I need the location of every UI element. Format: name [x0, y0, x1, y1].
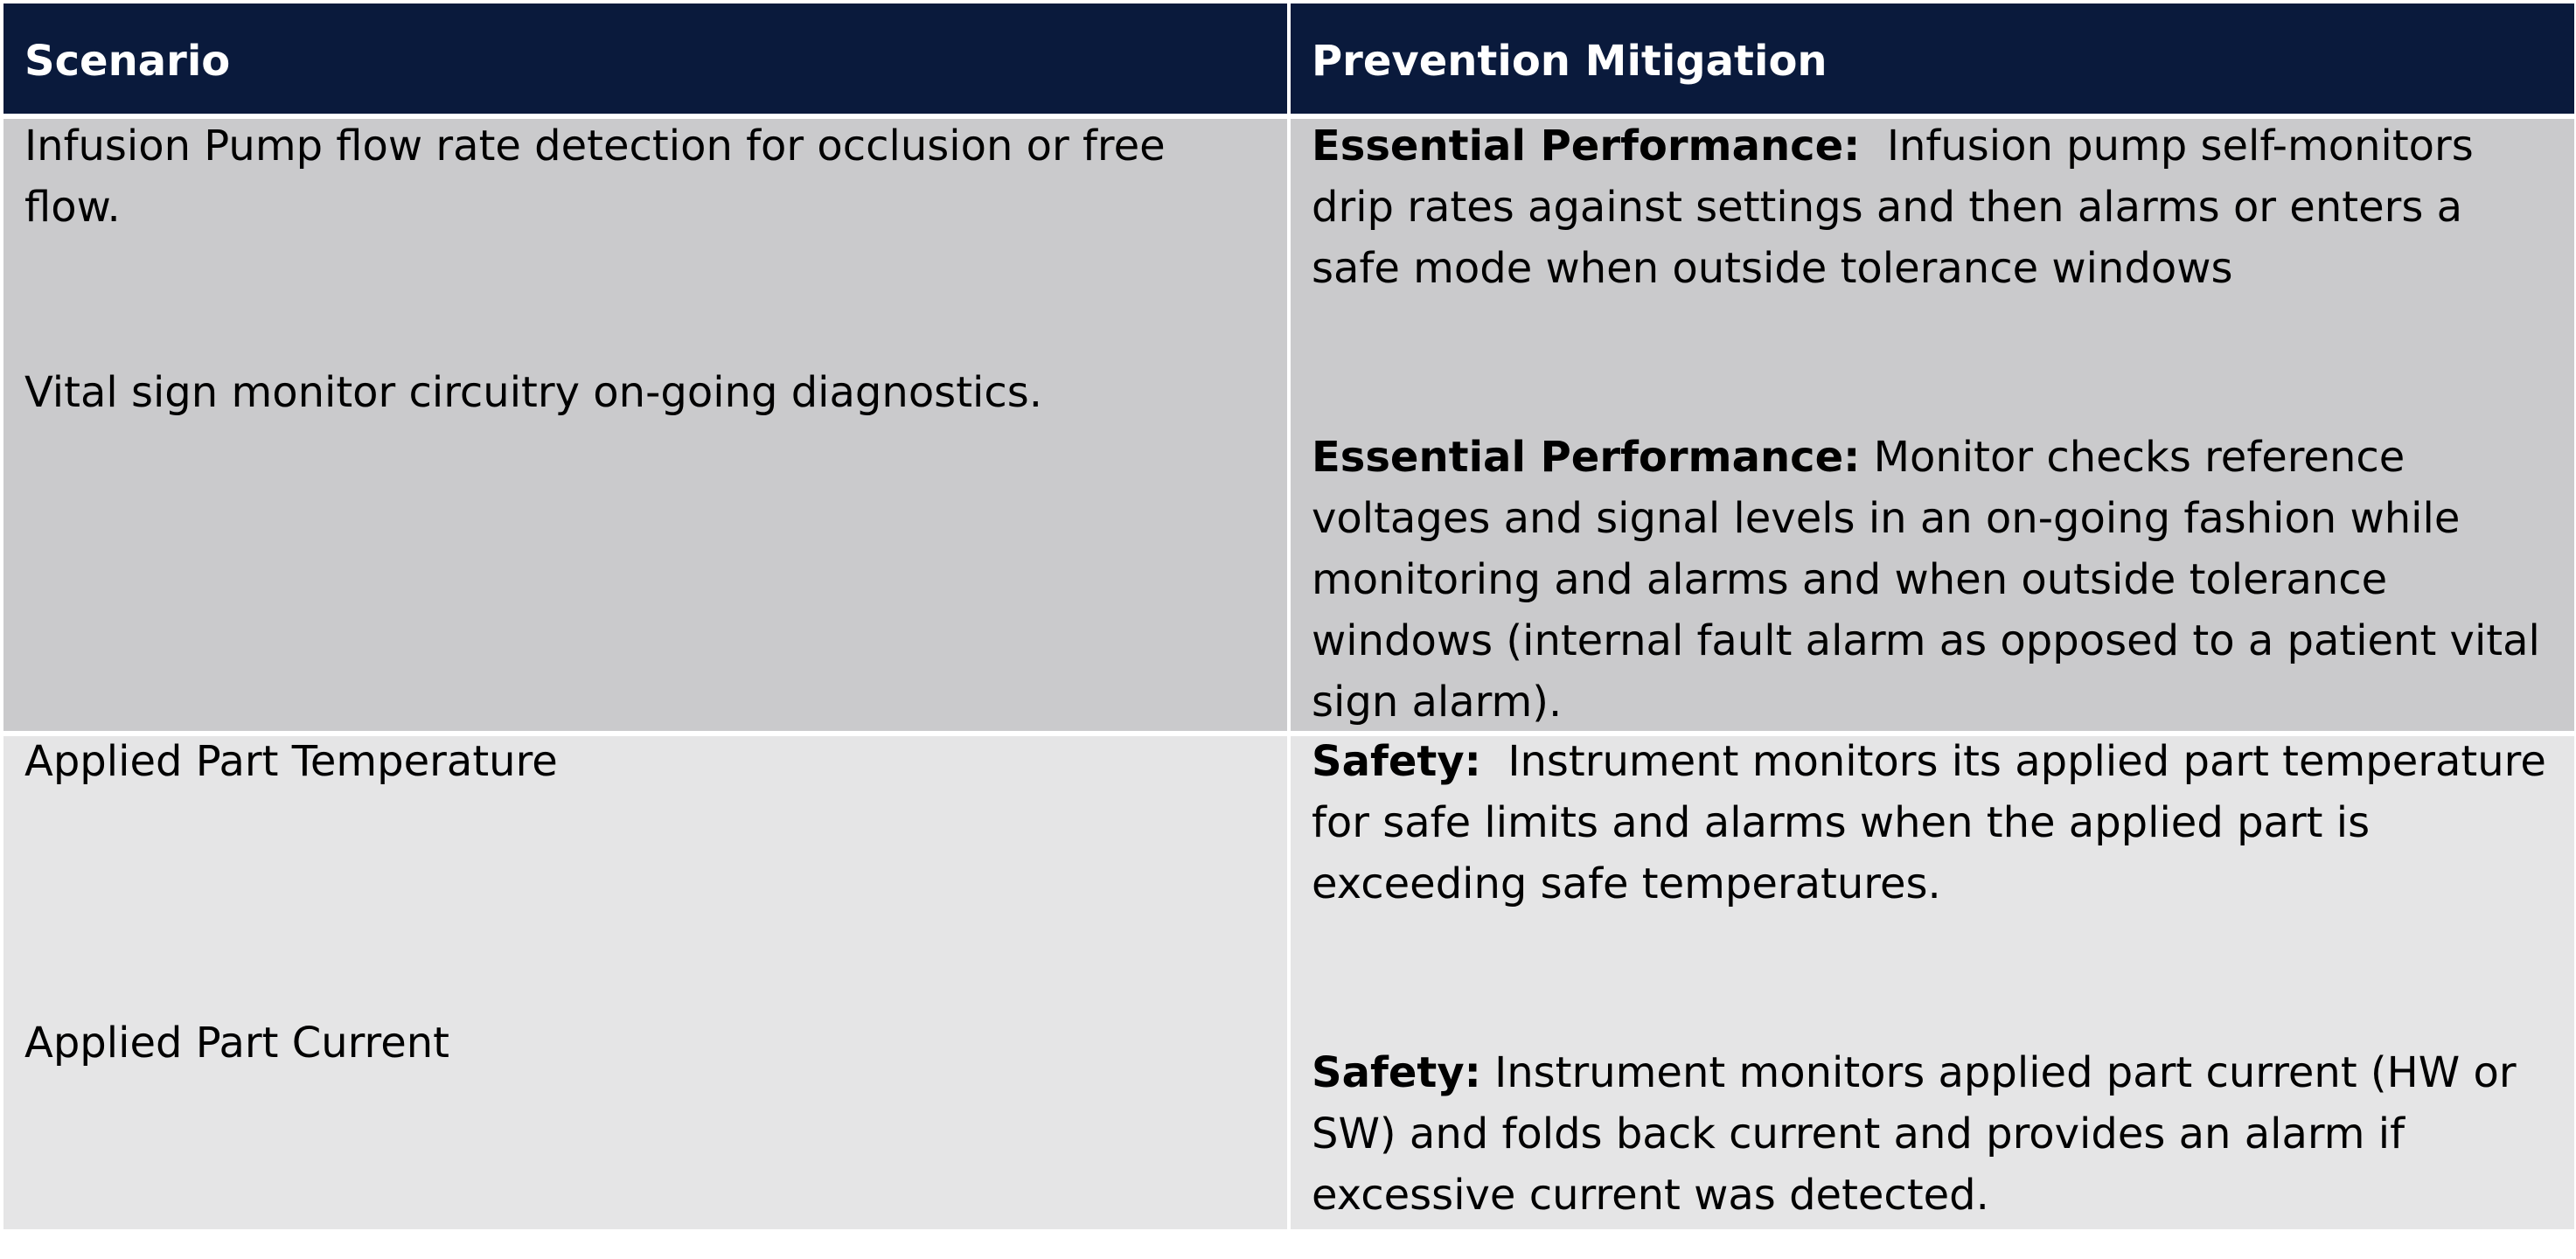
- row1-mitigation-cell: [1291, 119, 2574, 731]
- row1-mitigation-1-text: Infusion pump self-monitors drip rates against settings and then alarms or enters a safe mode when outside tolerance windows: [1312, 122, 2474, 293]
- row2-mitigation-2: [1312, 1042, 2562, 1226]
- header-scenario-label: Scenario: [24, 37, 231, 86]
- row1-scenario-1: Infusion Pump flow rate detection for occlusion or free flow.: [24, 122, 1166, 232]
- row2-mitigation-cell: [1291, 736, 2574, 1229]
- row2-mitigation-1-label: Safety:: [1312, 737, 1481, 786]
- row2-mitigation-2-text: Instrument monitors applied part current (HW or SW) and folds back current and provides an alarm if excessive current was detected.: [1312, 1048, 2517, 1220]
- header-scenario: [3, 3, 1287, 114]
- row2-scenario-cell: [3, 736, 1287, 1229]
- row1-mitigation-1-label: Essential Performance:: [1312, 122, 1861, 170]
- row1-scenario-cell: [3, 119, 1287, 731]
- row1-mitigation-2: [1312, 427, 2562, 731]
- row2-mitigation-2-label: Safety:: [1312, 1048, 1481, 1097]
- row1-mitigation-1: [1312, 119, 2562, 299]
- row1-mitigation-2-text: Monitor checks reference voltages and signal levels in an on-going fashion while monitoring and alarms and when outside tolerance windows (internal fault alarm as opposed to a patient vital sign alarm).: [1312, 433, 2540, 727]
- row1-mitigation-2-label: Essential Performance:: [1312, 433, 1861, 482]
- header-mitigation-label: Prevention Mitigation: [1312, 37, 1828, 86]
- header-prevention-mitigation: [1291, 3, 2574, 114]
- row1-scenario-2: Vital sign monitor circuitry on-going diagnostics.: [24, 368, 1042, 417]
- row2-mitigation-1-text: Instrument monitors its applied part temperature for safe limits and alarms when the applied part is exceeding safe temperatures.: [1312, 737, 2546, 908]
- mitigation-table: [3, 3, 2574, 1229]
- row2-scenario-1: Applied Part Temperature: [24, 737, 558, 786]
- row2-mitigation-1: [1312, 736, 2562, 915]
- row2-scenario-2: Applied Part Current: [24, 1019, 449, 1068]
